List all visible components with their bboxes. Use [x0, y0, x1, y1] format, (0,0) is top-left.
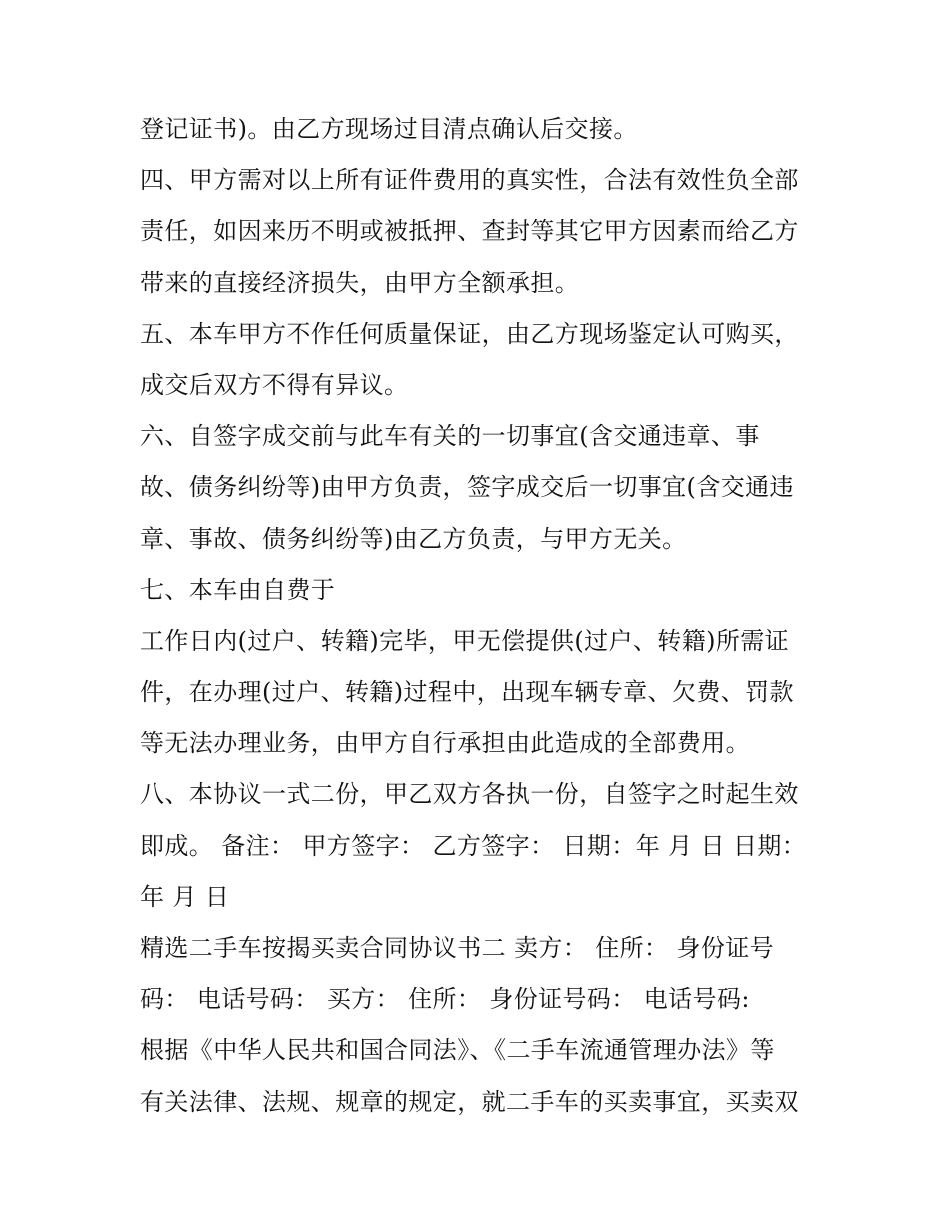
- text-line: 工作日内(过户、转籍)完毕，甲无偿提供(过户、转籍)所需证: [140, 626, 790, 655]
- text-line: 四、甲方需对以上所有证件费用的真实性，合法有效性负全部: [140, 166, 799, 195]
- text-line: 年 月 日: [140, 882, 230, 911]
- text-line: 六、自签字成交前与此车有关的一切事宜(含交通违章、事: [140, 422, 760, 451]
- text-line: 即成。 备注： 甲方签字： 乙方签字： 日期：年 月 日 日期：: [140, 831, 807, 860]
- text-line: 责任，如因来历不明或被抵押、查封等其它甲方因素而给乙方: [140, 217, 799, 246]
- text-line: 带来的直接经济损失，由甲方全额承担。: [140, 268, 580, 297]
- text-line: 有关法律、法规、规章的规定，就二手车的买卖事宜，买卖双: [140, 1087, 799, 1116]
- text-line: 根据《中华人民共和国合同法》、《二手车流通管理办法》等: [140, 1036, 775, 1065]
- text-line: 五、本车甲方不作任何质量保证，由乙方现场鉴定认可购买，: [140, 319, 799, 348]
- document-body: [140, 104, 820, 1128]
- text-line: 故、债务纠纷等)由甲方负责，签字成交后一切事宜(含交通违: [140, 473, 794, 502]
- text-line: 件，在办理(过户、转籍)过程中，出现车辆专章、欠费、罚款: [140, 678, 794, 707]
- text-line: 八、本协议一式二份，甲乙双方各执一份，自签字之时起生效: [140, 780, 799, 809]
- text-line: 章、事故、债务纠纷等)由乙方负责，与甲方无关。: [140, 524, 687, 553]
- text-line: 码： 电话号码： 买方： 住所： 身份证号码： 电话号码:: [140, 985, 750, 1014]
- text-line: 七、本车由自费于: [140, 575, 336, 604]
- text-line: 精选二手车按揭买卖合同协议书二 卖方： 住所： 身份证号: [140, 934, 775, 962]
- text-line: 成交后双方不得有异议。: [140, 370, 409, 399]
- text-line: 等无法办理业务，由甲方自行承担由此造成的全部费用。: [140, 729, 750, 758]
- text-line: 登记证书)。由乙方现场过目清点确认后交接。: [140, 115, 638, 143]
